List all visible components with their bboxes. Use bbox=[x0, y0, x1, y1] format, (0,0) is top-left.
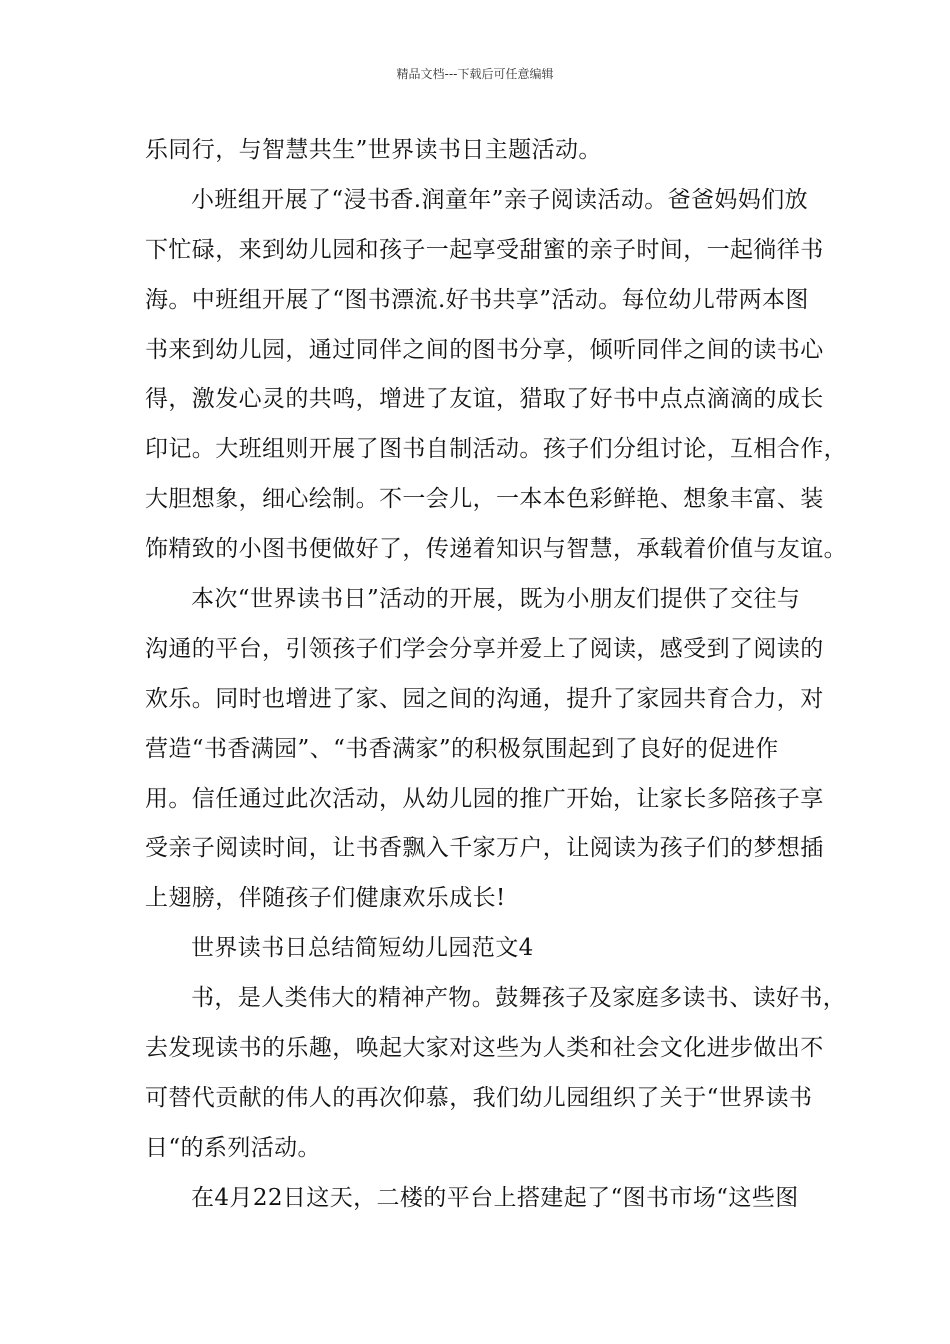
text-line: 欢乐。同时也增进了家、园之间的沟通，提升了家园共育合力，对 bbox=[145, 685, 824, 712]
text-line: 日“的系列活动。 bbox=[145, 1134, 321, 1161]
text-line: 饰精致的小图书便做好了，传递着知识与智慧，承载着价值与友谊。 bbox=[145, 536, 847, 563]
text-line: 得，激发心灵的共鸣，增进了友谊，猎取了好书中点点滴滴的成长 bbox=[145, 386, 824, 413]
paragraph-first-line: 本次“世界读书日”活动的开展，既为小朋友们提供了交往与 bbox=[191, 586, 801, 613]
text-line: 印记。大班组则开展了图书自制活动。孩子们分组讨论，互相合作， bbox=[145, 436, 847, 463]
text-line: 营造“书香满园”、“书香满家”的积极氛围起到了良好的促进作 bbox=[145, 735, 779, 762]
text-line: 沟通的平台，引领孩子们学会分享并爱上了阅读，感受到了阅读的 bbox=[145, 635, 824, 662]
text-line: 可替代贡献的伟人的再次仰慕，我们幼儿园组织了关于“世界读书 bbox=[145, 1084, 813, 1111]
page-header: 精品文档---下载后可任意编辑 bbox=[396, 67, 554, 81]
text-line: 受亲子阅读时间，让书香飘入千家万户，让阅读为孩子们的梦想插 bbox=[145, 835, 824, 862]
body-text bbox=[145, 126, 847, 1224]
text-line: 海。中班组开展了“图书漂流.好书共享”活动。每位幼儿带两本图 bbox=[145, 286, 809, 313]
paragraph-first-line: 在4月22日这天，二楼的平台上搭建起了“图书市场“这些图 bbox=[191, 1184, 799, 1211]
text-line: 乐同行，与智慧共生”世界读书日主题活动。 bbox=[145, 137, 602, 163]
text-line: 大胆想象，细心绘制。不一会儿，一本本色彩鲜艳、想象丰富、装 bbox=[145, 486, 824, 513]
text-line: 去发现读书的乐趣，唤起大家对这些为人类和社会文化进步做出不 bbox=[145, 1035, 824, 1062]
text-line: 书来到幼儿园，通过同伴之间的图书分享，倾听同伴之间的读书心 bbox=[145, 336, 824, 363]
paragraph-first-line: 书，是人类伟大的精神产物。鼓舞孩子及家庭多读书、读好书， bbox=[191, 985, 847, 1012]
section-heading: 世界读书日总结简短幼儿园范文4 bbox=[191, 935, 534, 962]
text-line: 下忙碌，来到幼儿园和孩子一起享受甜蜜的亲子时间，一起徜徉书 bbox=[145, 236, 824, 263]
text-line: 上翅膀，伴随孩子们健康欢乐成长! bbox=[145, 885, 506, 912]
text-line: 用。信任通过此次活动，从幼儿园的推广开始，让家长多陪孩子享 bbox=[145, 785, 824, 812]
paragraph-first-line: 小班组开展了“浸书香.润童年”亲子阅读活动。爸爸妈妈们放 bbox=[191, 186, 809, 213]
